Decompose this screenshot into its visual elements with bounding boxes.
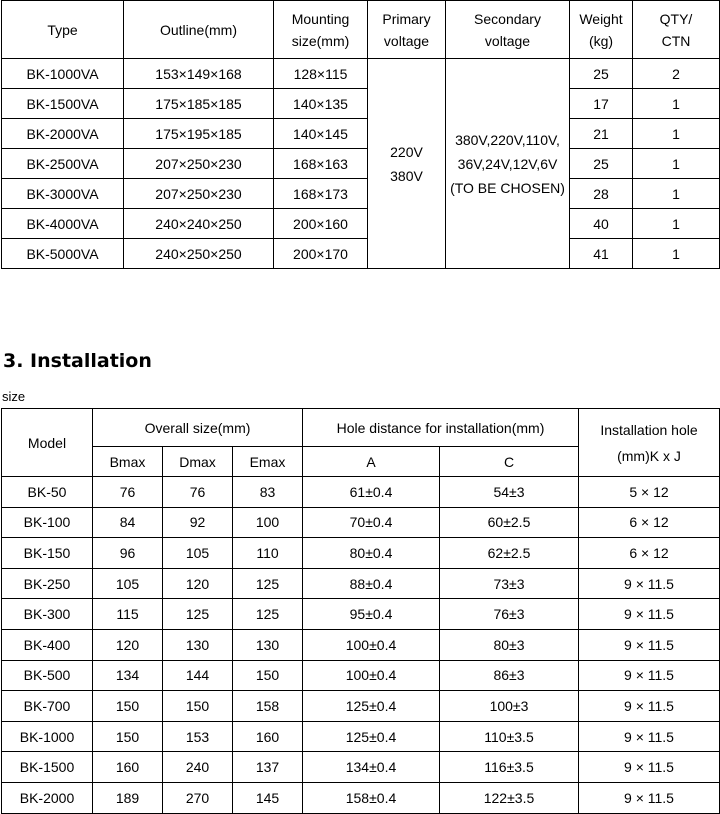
table-row <box>2 568 720 599</box>
table-row <box>2 660 720 691</box>
header-secondary-line2: voltage <box>484 32 531 49</box>
cell-emax: 160 <box>233 721 303 752</box>
table-row <box>2 179 720 209</box>
cell-qty: 1 <box>633 119 720 149</box>
cell-outline: 240×250×250 <box>124 239 274 269</box>
cell-c: 76±3 <box>440 599 579 630</box>
cell-dmax: 125 <box>163 599 233 630</box>
cell-type: BK-3000VA <box>2 179 124 209</box>
cell-bmax: 105 <box>93 568 163 599</box>
cell-mounting: 128×115 <box>274 59 368 89</box>
header-installation-hole <box>579 409 720 477</box>
table-row <box>2 752 720 783</box>
cell-bmax: 150 <box>93 721 163 752</box>
cell-weight: 28 <box>570 179 633 209</box>
primary-voltage-2: 380V <box>390 167 423 184</box>
cell-hole: 9 × 11.5 <box>579 599 720 630</box>
header-secondary-line1: Secondary <box>474 10 541 27</box>
cell-a: 95±0.4 <box>303 599 440 630</box>
cell-a: 134±0.4 <box>303 752 440 783</box>
table-row <box>2 477 720 508</box>
header-hole-distance: Hole distance for installation(mm) <box>303 409 579 447</box>
cell-model: BK-300 <box>2 599 93 630</box>
cell-model: BK-1000 <box>2 721 93 752</box>
cell-c: 116±3.5 <box>440 752 579 783</box>
cell-hole: 9 × 11.5 <box>579 691 720 722</box>
cell-outline: 153×149×168 <box>124 59 274 89</box>
header-c: C <box>440 447 579 477</box>
cell-bmax: 120 <box>93 629 163 660</box>
cell-hole: 6 × 12 <box>579 507 720 538</box>
cell-weight: 25 <box>570 149 633 179</box>
spec-header-row <box>2 1 720 59</box>
cell-c: 73±3 <box>440 568 579 599</box>
table-row <box>2 721 720 752</box>
cell-bmax: 150 <box>93 691 163 722</box>
cell-emax: 125 <box>233 599 303 630</box>
installation-heading: 3. Installation <box>3 350 152 372</box>
cell-hole: 9 × 11.5 <box>579 782 720 813</box>
header-bmax: Bmax <box>93 447 163 477</box>
secondary-voltage-3: (TO BE CHOSEN) <box>450 179 565 196</box>
cell-model: BK-100 <box>2 507 93 538</box>
install-header-row-1 <box>2 409 720 447</box>
cell-dmax: 120 <box>163 568 233 599</box>
cell-a: 125±0.4 <box>303 721 440 752</box>
cell-emax: 110 <box>233 538 303 569</box>
header-qty <box>633 1 720 59</box>
cell-mounting: 200×160 <box>274 209 368 239</box>
cell-dmax: 240 <box>163 752 233 783</box>
cell-a: 125±0.4 <box>303 691 440 722</box>
cell-mounting: 200×170 <box>274 239 368 269</box>
cell-dmax: 105 <box>163 538 233 569</box>
header-mounting-line2: size(mm) <box>291 32 350 49</box>
table-row <box>2 691 720 722</box>
cell-c: 122±3.5 <box>440 782 579 813</box>
cell-mounting: 140×135 <box>274 89 368 119</box>
cell-primary-voltage <box>368 59 446 269</box>
cell-qty: 1 <box>633 179 720 209</box>
cell-a: 70±0.4 <box>303 507 440 538</box>
cell-dmax: 130 <box>163 629 233 660</box>
cell-weight: 21 <box>570 119 633 149</box>
cell-bmax: 189 <box>93 782 163 813</box>
cell-emax: 158 <box>233 691 303 722</box>
table-row <box>2 538 720 569</box>
cell-c: 110±3.5 <box>440 721 579 752</box>
cell-outline: 175×195×185 <box>124 119 274 149</box>
cell-a: 158±0.4 <box>303 782 440 813</box>
header-weight-line1: Weight <box>579 10 623 27</box>
cell-hole: 9 × 11.5 <box>579 721 720 752</box>
header-primary <box>368 1 446 59</box>
installation-size-table <box>1 408 720 814</box>
table-row <box>2 149 720 179</box>
cell-hole: 9 × 11.5 <box>579 752 720 783</box>
cell-hole: 9 × 11.5 <box>579 629 720 660</box>
cell-c: 62±2.5 <box>440 538 579 569</box>
table-row <box>2 119 720 149</box>
header-dmax: Dmax <box>163 447 233 477</box>
header-outline <box>124 1 274 59</box>
cell-type: BK-2000VA <box>2 119 124 149</box>
cell-model: BK-500 <box>2 660 93 691</box>
cell-a: 100±0.4 <box>303 660 440 691</box>
cell-bmax: 134 <box>93 660 163 691</box>
secondary-voltage-1: 380V,220V,110V, <box>455 131 560 148</box>
table-row <box>2 209 720 239</box>
secondary-voltage-2: 36V,24V,12V,6V <box>457 155 558 172</box>
cell-mounting: 140×145 <box>274 119 368 149</box>
header-mounting <box>274 1 368 59</box>
cell-emax: 100 <box>233 507 303 538</box>
header-mounting-line1: Mounting <box>291 10 350 27</box>
cell-hole: 5 × 12 <box>579 477 720 508</box>
cell-emax: 130 <box>233 629 303 660</box>
header-a: A <box>303 447 440 477</box>
header-weight <box>570 1 633 59</box>
header-installation-hole-line2: (mm)K x J <box>617 447 681 464</box>
cell-qty: 1 <box>633 209 720 239</box>
cell-hole: 9 × 11.5 <box>579 660 720 691</box>
cell-outline: 207×250×230 <box>124 149 274 179</box>
cell-c: 60±2.5 <box>440 507 579 538</box>
cell-bmax: 76 <box>93 477 163 508</box>
cell-bmax: 96 <box>93 538 163 569</box>
cell-qty: 1 <box>633 149 720 179</box>
table-row <box>2 59 720 89</box>
table-row <box>2 89 720 119</box>
cell-dmax: 92 <box>163 507 233 538</box>
header-type-label: Type <box>47 21 78 38</box>
cell-emax: 145 <box>233 782 303 813</box>
cell-secondary-voltage <box>446 59 570 269</box>
cell-qty: 1 <box>633 89 720 119</box>
table-row <box>2 239 720 269</box>
cell-model: BK-700 <box>2 691 93 722</box>
header-installation-hole-line1: Installation hole <box>600 421 698 438</box>
cell-emax: 125 <box>233 568 303 599</box>
cell-mounting: 168×173 <box>274 179 368 209</box>
cell-dmax: 270 <box>163 782 233 813</box>
cell-type: BK-2500VA <box>2 149 124 179</box>
cell-c: 100±3 <box>440 691 579 722</box>
cell-a: 100±0.4 <box>303 629 440 660</box>
header-outline-label: Outline(mm) <box>159 21 237 38</box>
cell-type: BK-5000VA <box>2 239 124 269</box>
cell-model: BK-2000 <box>2 782 93 813</box>
cell-model: BK-250 <box>2 568 93 599</box>
cell-c: 54±3 <box>440 477 579 508</box>
cell-c: 80±3 <box>440 629 579 660</box>
cell-type: BK-4000VA <box>2 209 124 239</box>
cell-qty: 2 <box>633 59 720 89</box>
cell-model: BK-150 <box>2 538 93 569</box>
header-qty-line2: CTN <box>661 32 691 49</box>
cell-hole: 9 × 11.5 <box>579 568 720 599</box>
cell-qty: 1 <box>633 239 720 269</box>
header-model: Model <box>2 409 93 477</box>
cell-model: BK-1500 <box>2 752 93 783</box>
cell-dmax: 153 <box>163 721 233 752</box>
cell-a: 88±0.4 <box>303 568 440 599</box>
cell-weight: 25 <box>570 59 633 89</box>
table-row <box>2 782 720 813</box>
header-type <box>2 1 124 59</box>
cell-dmax: 76 <box>163 477 233 508</box>
cell-outline: 207×250×230 <box>124 179 274 209</box>
size-caption: size <box>2 389 26 404</box>
header-primary-line1: Primary <box>382 10 431 27</box>
header-emax: Emax <box>233 447 303 477</box>
cell-a: 80±0.4 <box>303 538 440 569</box>
cell-mounting: 168×163 <box>274 149 368 179</box>
cell-emax: 83 <box>233 477 303 508</box>
cell-model: BK-50 <box>2 477 93 508</box>
cell-bmax: 160 <box>93 752 163 783</box>
header-qty-line1: QTY/ <box>659 10 693 27</box>
cell-bmax: 115 <box>93 599 163 630</box>
cell-emax: 137 <box>233 752 303 783</box>
cell-model: BK-400 <box>2 629 93 660</box>
table-row <box>2 599 720 630</box>
header-primary-line2: voltage <box>383 32 430 49</box>
transformer-spec-table <box>1 0 720 269</box>
cell-emax: 150 <box>233 660 303 691</box>
cell-a: 61±0.4 <box>303 477 440 508</box>
cell-c: 86±3 <box>440 660 579 691</box>
cell-type: BK-1000VA <box>2 59 124 89</box>
cell-dmax: 144 <box>163 660 233 691</box>
cell-type: BK-1500VA <box>2 89 124 119</box>
cell-weight: 17 <box>570 89 633 119</box>
cell-weight: 41 <box>570 239 633 269</box>
cell-weight: 40 <box>570 209 633 239</box>
table-row <box>2 507 720 538</box>
header-weight-line2: (kg) <box>588 32 614 49</box>
cell-dmax: 150 <box>163 691 233 722</box>
cell-outline: 175×185×185 <box>124 89 274 119</box>
cell-outline: 240×240×250 <box>124 209 274 239</box>
cell-bmax: 84 <box>93 507 163 538</box>
header-secondary <box>446 1 570 59</box>
cell-hole: 6 × 12 <box>579 538 720 569</box>
primary-voltage-1: 220V <box>390 143 423 160</box>
header-overall-size: Overall size(mm) <box>93 409 303 447</box>
table-row <box>2 629 720 660</box>
